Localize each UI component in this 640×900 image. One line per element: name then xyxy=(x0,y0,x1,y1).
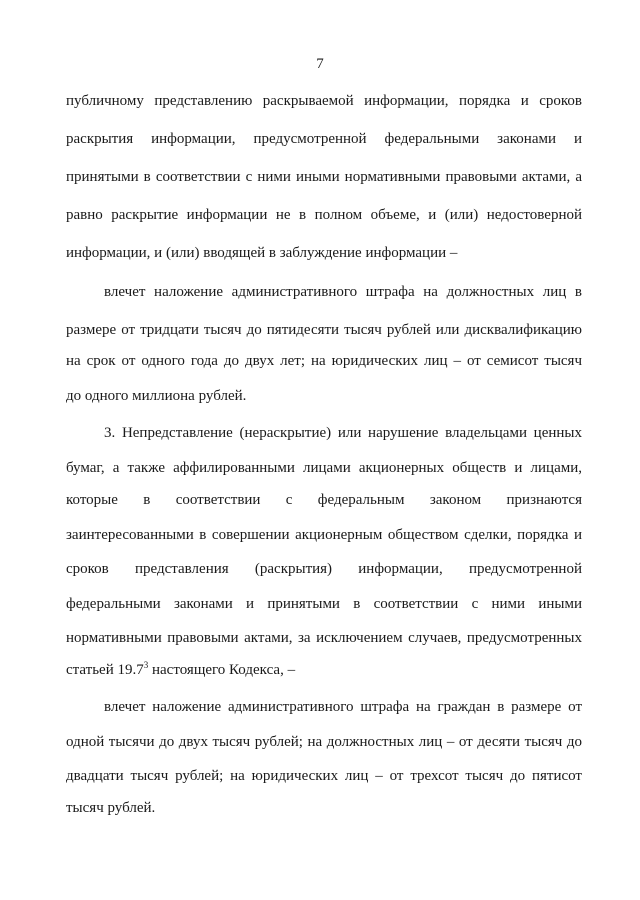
text-line: бумаг, а также аффилированными лицами акционерных обществ и лицами, xyxy=(66,460,582,476)
text-line: тысяч рублей. xyxy=(66,800,156,816)
text-line: федеральными законами и принятыми в соответствии с ними иными xyxy=(66,596,582,612)
text-line: влечет наложение административного штрафа на граждан в размере от xyxy=(104,699,582,715)
text-line: 3. Непредставление (нераскрытие) или нарушение владельцами ценных xyxy=(104,425,582,441)
article-reference-line xyxy=(66,662,582,679)
text-line: одной тысячи до двух тысяч рублей; на должностных лиц – от десяти тысяч до xyxy=(66,734,582,750)
text-line: влечет наложение административного штрафа на должностных лиц в xyxy=(104,284,582,300)
text-line: информации, и (или) вводящей в заблуждение информации – xyxy=(66,245,458,261)
article-reference-superscript: 3 xyxy=(143,660,149,670)
article-reference: статьей 19.7 xyxy=(66,662,144,678)
text-line: размере от тридцати тысяч до пятидесяти тысяч рублей или дисквалификацию xyxy=(66,322,582,338)
text-line: публичному представлению раскрываемой информации, порядка и сроков xyxy=(66,93,582,109)
page-number: 7 xyxy=(316,56,324,72)
text-line: нормативными правовыми актами, за исключением случаев, предусмотренных xyxy=(66,630,582,646)
text-line: сроков представления (раскрытия) информации, предусмотренной xyxy=(66,561,582,577)
text-line: раскрытия информации, предусмотренной федеральными законами и xyxy=(66,131,582,147)
text-line: до одного миллиона рублей. xyxy=(66,388,247,404)
text-line: принятыми в соответствии с ними иными нормативными правовыми актами, а xyxy=(66,169,582,185)
text-line: которые в соответствии с федеральным законом признаются xyxy=(66,492,582,508)
text-line: равно раскрытие информации не в полном объеме, и (или) недостоверной xyxy=(66,207,582,223)
text-line: на срок от одного года до двух лет; на юридических лиц – от семисот тысяч xyxy=(66,353,582,369)
article-reference-tail: настоящего Кодекса, – xyxy=(148,662,296,678)
text-line: двадцати тысяч рублей; на юридических лиц – от трехсот тысяч до пятисот xyxy=(66,768,582,784)
text-line: заинтересованными в совершении акционерным обществом сделки, порядка и xyxy=(66,527,582,543)
